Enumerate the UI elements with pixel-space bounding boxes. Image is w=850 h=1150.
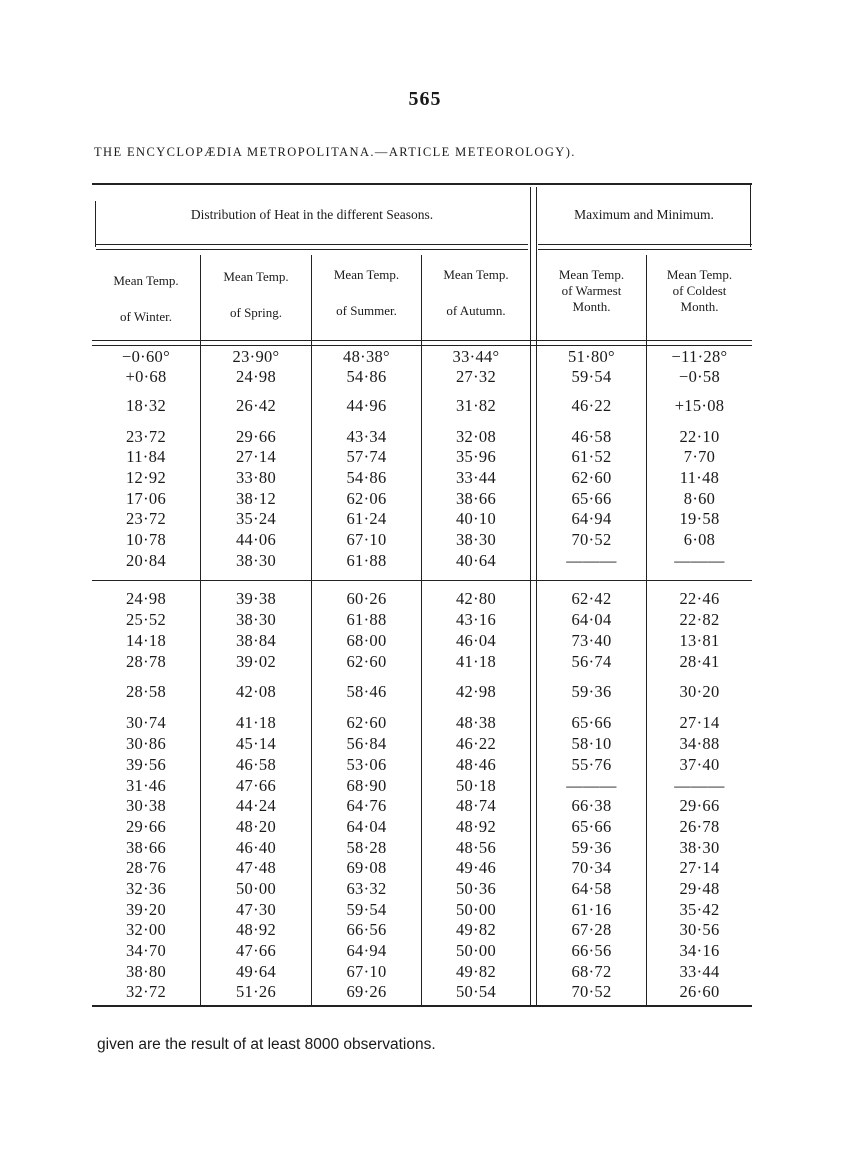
table-cell: 61·88 — [346, 551, 387, 570]
table-row — [92, 447, 752, 469]
table-cell: 33·44 — [456, 468, 496, 487]
table-cell: 59·36 — [571, 838, 612, 857]
group-divider-rule-b — [96, 249, 528, 250]
table-cell: 51·26 — [236, 982, 276, 1001]
table-cell: 58·28 — [346, 838, 387, 857]
table-row — [92, 396, 752, 418]
table-cell: 25·52 — [126, 610, 166, 629]
table-cell: 35·96 — [456, 447, 496, 466]
table-cell: 62·06 — [346, 489, 387, 508]
table-cell: 38·66 — [126, 838, 166, 857]
table-cell: 65·66 — [571, 489, 612, 508]
table-cell: 56·84 — [346, 734, 387, 753]
table-cell: 23·72 — [126, 509, 166, 528]
table-cell: 46·58 — [236, 755, 276, 774]
table-cell: 28·76 — [126, 858, 166, 877]
table-cell: 27·14 — [679, 713, 720, 732]
table-cell: 30·56 — [679, 920, 720, 939]
table-row — [92, 652, 752, 674]
table-cell: 67·28 — [571, 920, 612, 939]
table-cell: 59·54 — [346, 900, 387, 919]
table-cell: 29·66 — [679, 796, 720, 815]
table-cell: 39·20 — [126, 900, 166, 919]
table-row — [92, 530, 752, 552]
table-cell: 69·08 — [346, 858, 387, 877]
col-header-line1: Mean Temp. — [666, 267, 733, 282]
col-header-line1: Mean Temp. — [113, 273, 179, 288]
table-cell: 40·10 — [456, 509, 496, 528]
table-cell: 55·76 — [571, 755, 612, 774]
table-row — [92, 489, 752, 511]
table-cell: 65·66 — [571, 713, 612, 732]
table-cell: 30·20 — [679, 682, 720, 701]
table-row — [92, 427, 752, 449]
table-row — [92, 551, 752, 573]
table-cell: 47·66 — [236, 776, 276, 795]
table-cell: 22·10 — [679, 427, 720, 446]
col-header-line3: Month. — [680, 299, 719, 314]
table-row — [92, 858, 752, 880]
table-cell: 62·42 — [571, 589, 612, 608]
col-header-autumn — [422, 267, 530, 319]
table-cell: 48·74 — [456, 796, 496, 815]
table-cell: 11·84 — [126, 447, 166, 466]
table-cell: 40·64 — [456, 551, 496, 570]
table-cell: 42·80 — [456, 589, 496, 608]
table-cell: 58·46 — [346, 682, 387, 701]
table-cell: 64·76 — [346, 796, 387, 815]
table-row — [92, 900, 752, 922]
table-cell: 70·52 — [571, 982, 612, 1001]
table-cell: 29·66 — [126, 817, 166, 836]
col-header-line2: of Warmest — [561, 283, 622, 298]
table-cell: 64·04 — [571, 610, 612, 629]
table-cell: 60·26 — [346, 589, 387, 608]
table-cell: 38·66 — [456, 489, 496, 508]
table-cell: 68·90 — [346, 776, 387, 795]
table-cell: 10·78 — [126, 530, 166, 549]
table-row — [92, 796, 752, 818]
table-row — [92, 941, 752, 963]
table-cell: 44·24 — [236, 796, 276, 815]
table-cell: 68·00 — [346, 631, 387, 650]
table-row — [92, 920, 752, 942]
table-cell: 33·44° — [452, 347, 500, 366]
table-cell: 61·88 — [346, 610, 387, 629]
table-cell: 38·30 — [456, 530, 496, 549]
table-cell: 38·84 — [236, 631, 276, 650]
table-cell: 22·82 — [679, 610, 720, 629]
col-header-line1: Mean Temp. — [223, 269, 289, 284]
table-cell: 73·40 — [571, 631, 612, 650]
table-cell: 13·81 — [679, 631, 720, 650]
table-cell: 49·82 — [456, 962, 496, 981]
col-header-spring — [201, 269, 311, 321]
table-cell: 29·66 — [236, 427, 276, 446]
table-cell: 64·58 — [571, 879, 612, 898]
table-cell: ——— — [674, 551, 725, 570]
table-cell: 65·66 — [571, 817, 612, 836]
table-cell: 17·06 — [126, 489, 166, 508]
table-row — [92, 509, 752, 531]
table-cell: 48·56 — [456, 838, 496, 857]
table-cell: 44·06 — [236, 530, 276, 549]
group-divider-rule-right-b — [538, 249, 752, 250]
table-cell: 38·30 — [236, 610, 276, 629]
table-cell: 61·16 — [571, 900, 612, 919]
table-cell: 50·18 — [456, 776, 496, 795]
table-cell: 38·30 — [679, 838, 720, 857]
table-cell: 31·46 — [126, 776, 166, 795]
table-cell: 38·12 — [236, 489, 276, 508]
table-cell: 70·52 — [571, 530, 612, 549]
table-cell: 56·74 — [571, 652, 612, 671]
table-cell: 35·42 — [679, 900, 720, 919]
table-cell: 46·04 — [456, 631, 496, 650]
temperature-table — [92, 183, 752, 1009]
table-cell: 48·20 — [236, 817, 276, 836]
table-cell: 46·22 — [456, 734, 496, 753]
table-cell: 66·56 — [571, 941, 612, 960]
table-cell: 18·32 — [126, 396, 166, 415]
table-cell: 41·18 — [236, 713, 276, 732]
table-cell: −11·28° — [671, 347, 728, 366]
table-cell: 24·98 — [236, 367, 276, 386]
table-cell: 23·72 — [126, 427, 166, 446]
table-cell: ——— — [566, 551, 617, 570]
col-header-line3: of Winter. — [120, 309, 172, 324]
col-header-summer — [312, 267, 421, 319]
table-cell: 28·41 — [679, 652, 720, 671]
table-cell: 28·58 — [126, 682, 166, 701]
table-cell: 46·58 — [571, 427, 612, 446]
table-cell: 31·82 — [456, 396, 496, 415]
table-row — [92, 589, 752, 611]
caption: given are the result of at least 8000 observations. — [97, 1036, 436, 1053]
table-cell: 67·10 — [346, 530, 387, 549]
table-cell: 11·48 — [679, 468, 720, 487]
table-cell: 59·36 — [571, 682, 612, 701]
table-cell: 20·84 — [126, 551, 166, 570]
table-cell: 28·78 — [126, 652, 166, 671]
table-cell: 64·94 — [346, 941, 387, 960]
table-cell: 48·46 — [456, 755, 496, 774]
table-cell: 48·92 — [456, 817, 496, 836]
table-cell: 48·92 — [236, 920, 276, 939]
col-header-line1: Mean Temp. — [333, 267, 400, 282]
table-cell: 32·36 — [126, 879, 166, 898]
table-cell: 53·06 — [346, 755, 387, 774]
table-cell: 70·34 — [571, 858, 612, 877]
table-cell: 69·26 — [346, 982, 387, 1001]
table-cell: 7·70 — [683, 447, 716, 466]
table-cell: 26·60 — [679, 982, 720, 1001]
table-cell: 27·32 — [456, 367, 496, 386]
group-divider-rule-right — [538, 244, 752, 245]
table-cell: 37·40 — [679, 755, 720, 774]
table-cell: 50·36 — [456, 879, 496, 898]
table-cell: 57·74 — [346, 447, 387, 466]
table-cell: 32·08 — [456, 427, 496, 446]
col-header-line3: of Autumn. — [446, 303, 506, 318]
col-header-line2: of Coldest — [672, 283, 727, 298]
table-cell: 64·04 — [346, 817, 387, 836]
table-cell: 62·60 — [571, 468, 612, 487]
table-cell: 51·80° — [568, 347, 615, 366]
table-cell: 30·74 — [126, 713, 166, 732]
table-row — [92, 879, 752, 901]
table-cell: 26·78 — [679, 817, 720, 836]
table-cell: 24·98 — [126, 589, 166, 608]
table-cell: 27·14 — [679, 858, 720, 877]
table-cell: 34·88 — [679, 734, 720, 753]
table-cell: 29·48 — [679, 879, 720, 898]
table-cell: 34·70 — [126, 941, 166, 960]
table-cell: 39·02 — [236, 652, 276, 671]
table-cell: 46·40 — [236, 838, 276, 857]
running-head: THE ENCYCLOPÆDIA METROPOLITANA.—ARTICLE METEOROLOGY). — [94, 145, 576, 159]
table-cell: 42·98 — [456, 682, 496, 701]
table-cell: ——— — [566, 776, 617, 795]
table-cell: 48·38 — [456, 713, 496, 732]
table-cell: 19·58 — [679, 509, 720, 528]
table-cell: 23·90° — [232, 347, 280, 366]
table-row — [92, 713, 752, 735]
table-cell: 39·38 — [236, 589, 276, 608]
table-cell: 39·56 — [126, 755, 166, 774]
table-cell: 30·38 — [126, 796, 166, 815]
table-cell: 32·00 — [126, 920, 166, 939]
table-row — [92, 755, 752, 777]
table-row — [92, 982, 752, 1004]
table-cell: 46·22 — [571, 396, 612, 415]
table-cell: 45·14 — [236, 734, 276, 753]
col-header-line1: Mean Temp. — [443, 267, 509, 282]
table-row — [92, 838, 752, 860]
table-cell: 34·16 — [679, 941, 720, 960]
table-row — [92, 734, 752, 756]
table-cell: 12·92 — [126, 468, 166, 487]
table-cell: 35·24 — [236, 509, 276, 528]
table-cell: 54·86 — [346, 468, 387, 487]
table-cell: −0·60° — [122, 347, 170, 366]
group-title-seasons: Distribution of Heat in the different Seasons. — [190, 207, 434, 222]
table-cell: 33·80 — [236, 468, 276, 487]
page-number: 565 — [408, 88, 442, 110]
table-cell: 47·48 — [236, 858, 276, 877]
table-cell: 61·24 — [346, 509, 387, 528]
col-header-warmest — [537, 267, 646, 315]
col-header-line1: Mean Temp. — [558, 267, 625, 282]
table-cell: 66·56 — [346, 920, 387, 939]
table-cell: 58·10 — [571, 734, 612, 753]
table-cell: +15·08 — [674, 396, 725, 415]
table-cell: 62·60 — [346, 652, 387, 671]
table-row — [92, 776, 752, 798]
table-cell: 50·54 — [456, 982, 496, 1001]
group-divider-rule — [96, 244, 528, 245]
col-header-coldest — [647, 267, 752, 315]
table-right-border — [750, 183, 751, 247]
table-cell: 66·38 — [571, 796, 612, 815]
table-row — [92, 347, 752, 369]
table-cell: 49·46 — [456, 858, 496, 877]
col-header-winter — [92, 273, 200, 325]
table-cell: 50·00 — [456, 900, 496, 919]
table-cell: 38·30 — [236, 551, 276, 570]
col-header-line3: of Summer. — [336, 303, 397, 318]
table-cell: 42·08 — [236, 682, 276, 701]
table-cell: 54·86 — [346, 367, 387, 386]
table-cell: 33·44 — [679, 962, 720, 981]
table-bottom-rule — [92, 1005, 752, 1007]
table-row — [92, 468, 752, 490]
table-cell: 43·16 — [456, 610, 496, 629]
table-cell: 6·08 — [683, 530, 716, 549]
table-top-rule — [92, 183, 752, 185]
table-cell: 32·72 — [126, 982, 166, 1001]
table-row — [92, 631, 752, 653]
col-header-line3: Month. — [572, 299, 611, 314]
table-cell: 41·18 — [456, 652, 496, 671]
table-cell: 48·38° — [343, 347, 390, 366]
group-title-extremes: Maximum and Minimum. — [574, 207, 714, 222]
table-cell: 68·72 — [571, 962, 612, 981]
table-cell: 30·86 — [126, 734, 166, 753]
table-cell: 50·00 — [236, 879, 276, 898]
table-cell: −0·58 — [678, 367, 721, 386]
table-cell: ——— — [674, 776, 725, 795]
table-cell: 61·52 — [571, 447, 612, 466]
table-cell: 38·80 — [126, 962, 166, 981]
table-cell: 8·60 — [683, 489, 716, 508]
table-row — [92, 962, 752, 984]
table-cell: 47·30 — [236, 900, 276, 919]
table-cell: +0·68 — [125, 367, 167, 386]
col-header-line3: of Spring. — [230, 305, 282, 320]
table-cell: 27·14 — [236, 447, 276, 466]
table-row — [92, 367, 752, 389]
table-cell: 64·94 — [571, 509, 612, 528]
table-row — [92, 817, 752, 839]
table-row — [92, 682, 752, 704]
table-cell: 47·66 — [236, 941, 276, 960]
table-cell: 49·64 — [236, 962, 276, 981]
table-cell: 63·32 — [346, 879, 387, 898]
table-cell: 44·96 — [346, 396, 387, 415]
table-cell: 49·82 — [456, 920, 496, 939]
table-cell: 67·10 — [346, 962, 387, 981]
table-cell: 62·60 — [346, 713, 387, 732]
table-cell: 26·42 — [236, 396, 276, 415]
table-cell: 43·34 — [346, 427, 387, 446]
table-row — [92, 610, 752, 632]
table-cell: 50·00 — [456, 941, 496, 960]
table-cell: 14·18 — [126, 631, 166, 650]
table-cell: 22·46 — [679, 589, 720, 608]
table-cell: 59·54 — [571, 367, 612, 386]
